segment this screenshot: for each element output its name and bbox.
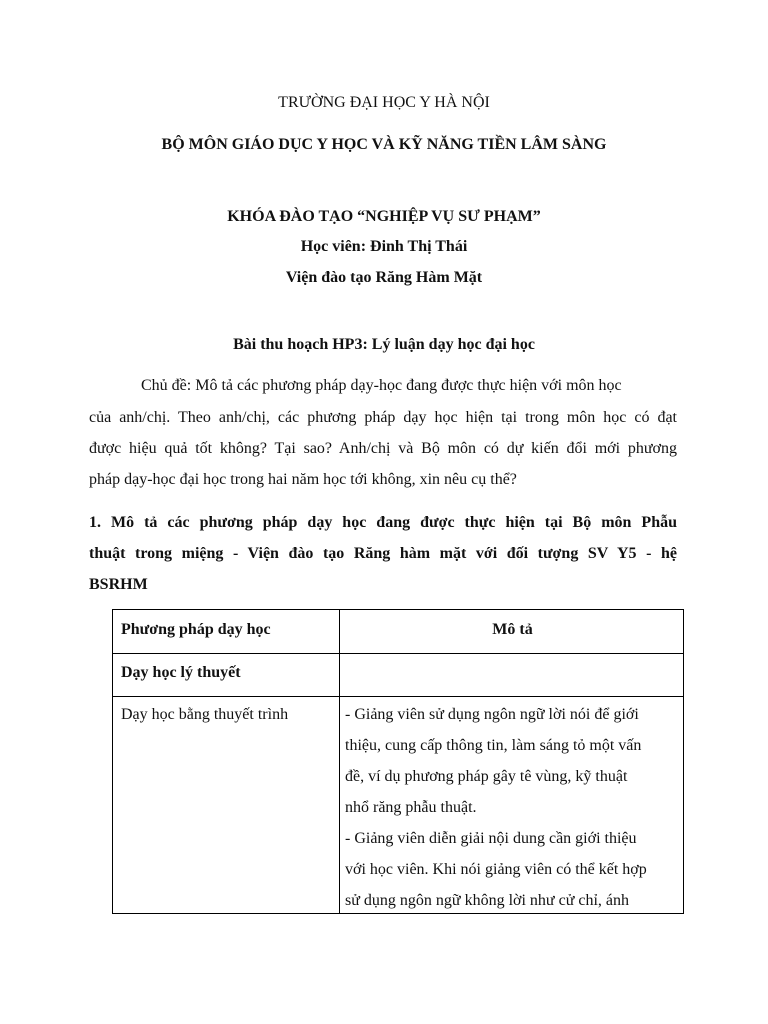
table-row-description-line: - Giảng viên sử dụng ngôn ngữ lời nói để giới [345,706,639,723]
table-row-divider [113,696,683,697]
table-column-divider [339,610,340,913]
table-row-description-line: thiệu, cung cấp thông tin, làm sáng tỏ một vấn [345,737,642,754]
table-row-description-line: nhổ răng phẫu thuật. [345,799,477,816]
university-name: TRƯỜNG ĐẠI HỌC Y HÀ NỘI [278,94,490,111]
table-row-divider [113,653,683,654]
methods-table [112,609,684,914]
table-row-method: Dạy học bằng thuyết trình [121,706,289,723]
table-header-description: Mô tả [492,621,533,638]
topic-line: của anh/chị. Theo anh/chị, các phương pháp dạy học hiện tại trong môn học có đạt [89,409,677,426]
table-row-description-line: - Giảng viên diễn giải nội dung cần giới thiệu [345,830,637,847]
topic-line: Chủ đề: Mô tả các phương pháp dạy-học đang được thực hiện với môn học [141,377,622,394]
institute-name: Viện đào tạo Răng Hàm Mặt [285,269,483,286]
table-row-description-line: đề, ví dụ phương pháp gây tê vùng, kỹ thuật [345,768,628,785]
table-header-method: Phương pháp dạy học [121,621,271,638]
topic-line: pháp dạy-học đại học trong hai năm học tới không, xin nêu cụ thể? [89,471,517,488]
table-row-description-line: với học viên. Khi nói giảng viên có thể kết hợp [345,861,647,878]
section-heading-line: 1. Mô tả các phương pháp dạy học đang được thực hiện tại Bộ môn Phẫu [89,514,677,531]
department-name: BỘ MÔN GIÁO DỤC Y HỌC VÀ KỸ NĂNG TIỀN LÂM SÀNG [161,136,607,153]
section-heading-line: thuật trong miệng - Viện đào tạo Răng hàm mặt với đối tượng SV Y5 - hệ [89,545,677,562]
course-title: KHÓA ĐÀO TẠO “NGHIỆP VỤ SƯ PHẠM” [227,208,541,225]
student-name: Học viên: Đinh Thị Thái [300,238,468,255]
topic-line: được hiệu quả tốt không? Tại sao? Anh/chị và Bộ môn có dự kiến đổi mới phương [89,440,677,457]
assignment-title: Bài thu hoạch HP3: Lý luận dạy học đại học [233,336,535,353]
section-heading-line: BSRHM [89,576,148,593]
table-row-description-line: sử dụng ngôn ngữ không lời như cử chỉ, ánh [345,892,630,909]
table-row-method: Dạy học lý thuyết [121,664,241,681]
